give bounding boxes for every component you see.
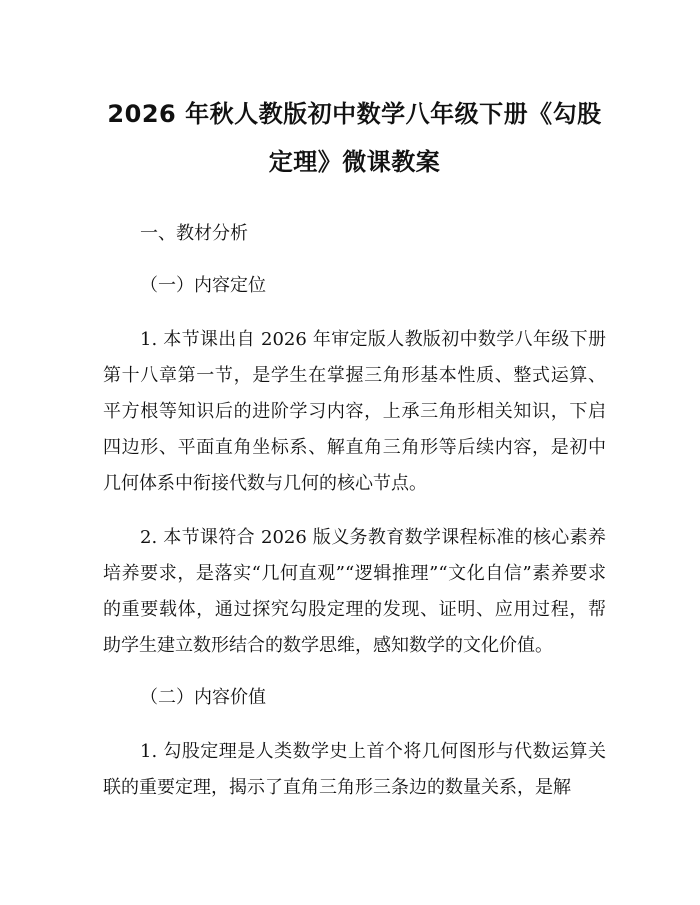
document-body [103, 216, 606, 806]
paragraph-content-positioning-2: 2. 本节课符合 2026 版义务教育数学课程标准的核心素养培养要求，是落实“几何直观”“逻辑推理”“文化自信”素养要求的重要载体，通过探究勾股定理的发现、证明、应用过程，帮助学生建立数形结合的数学思维，感知数学的文化价值。 [103, 527, 606, 656]
section-heading-textbook-analysis: 一、教材分析 [140, 223, 248, 244]
subsection-heading-content-positioning: （一）内容定位 [140, 275, 266, 296]
paragraph-content-value-1: 1. 勾股定理是人类数学史上首个将几何图形与代数运算关联的重要定理，揭示了直角三角形三条边的数量关系，是解 [103, 741, 606, 798]
paragraph-content-positioning-1: 1. 本节课出自 2026 年审定版人教版初中数学八年级下册第十八章第一节，是学生在掌握三角形基本性质、整式运算、平方根等知识后的进阶学习内容，上承三角形相关知识，下启四边形、平面直角坐标系、解直角三角形等后续内容，是初中几何体系中衔接代数与几何的核心节点。 [103, 329, 606, 494]
subsection-heading-content-value: （二）内容价值 [140, 687, 266, 708]
document-title: 2026 年秋人教版初中数学八年级下册《勾股定理》微课教案 [107, 100, 602, 176]
